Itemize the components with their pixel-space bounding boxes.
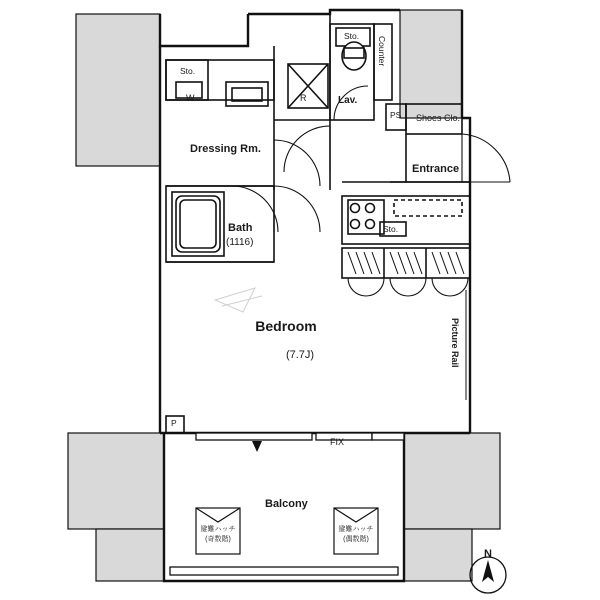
label-hatch-even-sub: (偶数階) — [343, 536, 369, 543]
room-label-entrance: Entrance — [412, 163, 460, 175]
north-arrow-graphic — [470, 557, 506, 593]
room-label-bath: Bath — [228, 222, 253, 234]
label-refrigerator: R — [300, 93, 307, 103]
room-label-lavatory: Lav. — [338, 95, 358, 106]
label-shoes-closet: Shoes Clo. — [416, 113, 461, 123]
label-storage-kitchen: Sto. — [383, 224, 399, 234]
label-hatch-even: 避難ハッチ — [338, 526, 374, 533]
label-pipe-space: P — [171, 418, 177, 428]
label-storage-top: Sto. — [344, 31, 360, 41]
label-ps: PS — [390, 110, 402, 120]
label-north: N — [484, 548, 492, 560]
room-size-bedroom: (7.7J) — [285, 349, 315, 361]
room-size-bath: (1116) — [226, 237, 254, 248]
room-label-balcony: Balcony — [265, 498, 308, 510]
room-label-dressing-room: Dressing Rm. — [190, 143, 261, 155]
label-storage-left: Sto. — [180, 66, 196, 76]
label-picture-rail: Picture Rail — [450, 318, 460, 368]
label-hatch-odd-sub: (奇数階) — [205, 536, 231, 543]
label-hatch-odd: 避難ハッチ — [200, 526, 236, 533]
label-washer: W — [186, 93, 195, 103]
room-label-bedroom: Bedroom — [255, 318, 317, 334]
label-fix-window: FIX — [330, 437, 345, 447]
label-counter: Counter — [377, 36, 387, 67]
